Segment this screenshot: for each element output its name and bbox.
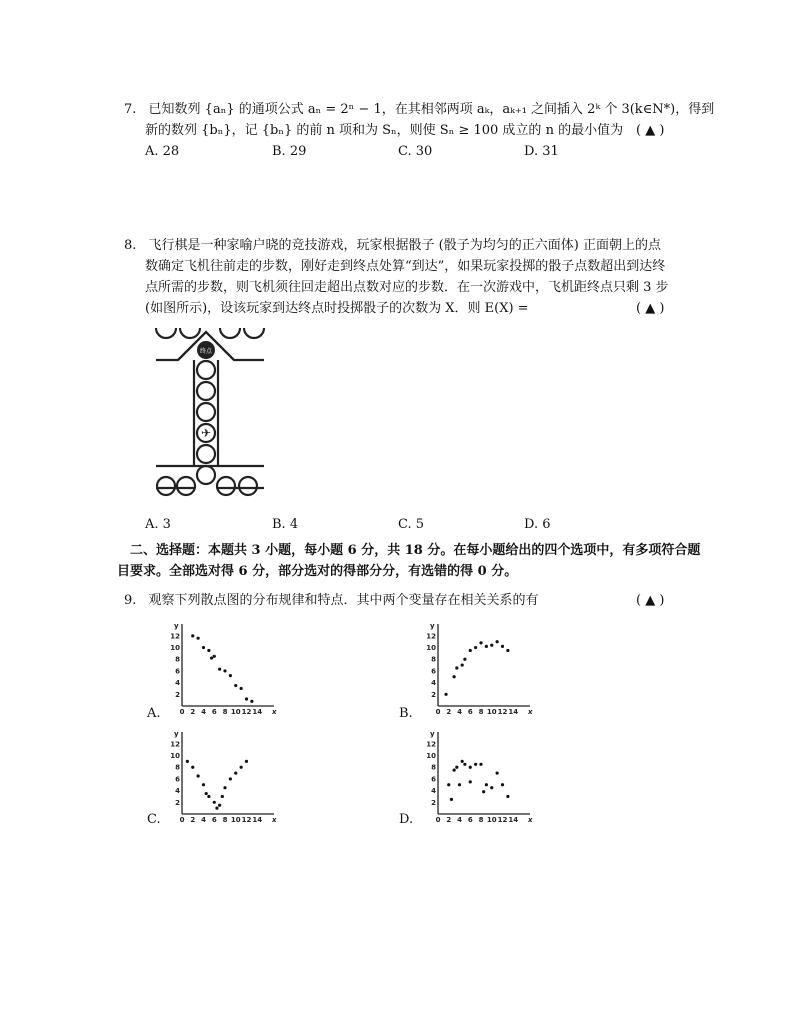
q9-answer-mark: ( ▲ ) — [636, 593, 665, 608]
scatter-plot-a — [168, 620, 280, 720]
x-tick-label: 14 — [508, 816, 519, 824]
scatter-point — [229, 674, 232, 677]
y-tick-label: 6 — [431, 667, 436, 676]
scatter-point — [245, 760, 248, 763]
scatter-point — [479, 641, 482, 644]
scatter-point — [453, 769, 456, 772]
endpoint-label: 终点 — [199, 348, 213, 355]
y-tick-label: 10 — [426, 752, 436, 761]
y-tick-label: 4 — [431, 787, 436, 796]
q7-text-line2: 新的数列 {bₙ}，记 {bₙ} 的前 n 项和为 Sₙ，则使 Sₙ ≥ 100 成立的 n 的最小值为 — [145, 123, 624, 138]
q7-number: 7. — [124, 102, 137, 117]
scatter-point — [485, 783, 488, 786]
bottom-circle — [217, 477, 235, 495]
x-tick-label: 4 — [201, 708, 206, 716]
bottom-circle — [239, 477, 257, 495]
scatter-point — [213, 655, 216, 658]
scatter-point — [207, 795, 210, 798]
q8-answer-mark: ( ▲ ) — [636, 301, 665, 316]
q7-option-b: B. 29 — [272, 144, 307, 159]
x-tick-label: 6 — [467, 708, 473, 716]
y-tick-label: 10 — [170, 644, 180, 653]
scatter-point — [221, 795, 224, 798]
q9-label-c: C. — [147, 812, 161, 827]
q8-line3: 点所需的步数，则飞机须往回走超出点数对应的步数．在一次游戏中，飞机距终点只剩 3 步 — [145, 280, 669, 295]
scatter-point — [234, 771, 237, 774]
scatter-point — [215, 807, 218, 810]
x-tick-label: 14 — [252, 708, 263, 716]
x-tick-label: 14 — [252, 816, 263, 824]
scatter-point — [197, 637, 200, 640]
scatter-point — [506, 649, 509, 652]
scatter-point — [202, 646, 205, 649]
x-tick-label: 10 — [486, 708, 497, 716]
scatter-point — [469, 649, 472, 652]
scatter-point — [461, 760, 464, 763]
scatter-point — [191, 634, 194, 637]
q7-line2 — [145, 123, 623, 139]
plane-icon: ✈ — [200, 426, 212, 440]
y-tick-label: 2 — [431, 690, 436, 699]
y-tick-label: 6 — [175, 775, 180, 784]
scatter-point — [501, 783, 504, 786]
y-tick-label: 8 — [431, 763, 436, 772]
q7-option-d: D. 31 — [524, 144, 559, 159]
q9-text-line1: 观察下列散点图的分布规律和特点．其中两个变量存在相关关系的有 — [148, 593, 539, 608]
scatter-point — [474, 763, 477, 766]
y-tick-label: 10 — [426, 644, 436, 653]
x-tick-label: 12 — [497, 708, 508, 716]
x-tick-label: 12 — [241, 708, 252, 716]
scatter-point — [458, 783, 461, 786]
q7-option-c: C. 30 — [398, 144, 433, 159]
scatter-point — [218, 668, 221, 671]
flight-chess-figure — [154, 326, 266, 506]
q7-answer-mark: ( ▲ ) — [636, 123, 665, 138]
y-tick-label: 6 — [175, 667, 180, 676]
scatter-point — [479, 763, 482, 766]
y-tick-label: 12 — [426, 740, 436, 749]
track-circle — [197, 403, 215, 421]
x-tick-label: 10 — [230, 708, 241, 716]
scatter-point — [191, 766, 194, 769]
scatter-point — [490, 644, 493, 647]
scatter-point — [482, 790, 485, 793]
q8-text-line1: 飞行棋是一种家喻户晓的竞技游戏，玩家根据骰子 (骰子为均匀的正六面体) 正面朝上的点 — [148, 238, 661, 253]
q8-line2: 数确定飞机往前走的步数，刚好走到终点处算“到达”，如果玩家投掷的骰子点数超出到达终 — [145, 259, 666, 274]
y-axis-label: y — [430, 730, 435, 738]
scatter-point — [250, 700, 253, 703]
y-axis-label: y — [174, 730, 179, 738]
y-tick-label: 12 — [170, 632, 180, 641]
q9-label-b: B. — [399, 706, 413, 721]
section2-heading-line2: 目要求。全部选对得 6 分，部分选对的得部分分，有选错的得 0 分。 — [117, 564, 518, 579]
q7-line1 — [124, 102, 714, 118]
x-tick-label: 8 — [478, 816, 484, 824]
scatter-point — [240, 766, 243, 769]
y-tick-label: 8 — [175, 763, 180, 772]
y-tick-label: 8 — [175, 655, 180, 664]
y-axis-label: y — [174, 622, 179, 630]
scatter-point — [506, 795, 509, 798]
y-tick-label: 10 — [170, 752, 180, 761]
x-tick-label: 0 — [179, 708, 185, 716]
scatter-point — [501, 645, 504, 648]
x-tick-label: 12 — [241, 816, 252, 824]
scatter-point — [469, 766, 472, 769]
q8-line1 — [124, 238, 661, 254]
track-circle — [197, 382, 215, 400]
q8-option-c: C. 5 — [398, 517, 425, 532]
x-tick-label: 4 — [201, 816, 206, 824]
x-tick-label: 12 — [497, 816, 508, 824]
section2-heading-line1: 二、选择题：本题共 3 小题，每小题 6 分，共 18 分。在每小题给出的四个选项中，有多项符合题 — [130, 543, 701, 558]
q8-option-b: B. 4 — [272, 517, 299, 532]
x-tick-label: 6 — [467, 816, 473, 824]
y-tick-label: 4 — [175, 787, 180, 796]
y-tick-label: 8 — [431, 655, 436, 664]
track-circle — [197, 445, 215, 463]
scatter-point — [186, 760, 189, 763]
x-tick-label: 8 — [478, 708, 484, 716]
scatter-point — [469, 780, 472, 783]
x-tick-label: 14 — [508, 708, 519, 716]
q8-option-a: A. 3 — [145, 517, 171, 532]
scatter-point — [197, 774, 200, 777]
q9-number: 9. — [124, 593, 137, 608]
x-tick-label: 2 — [446, 708, 452, 716]
x-axis-label: x — [528, 708, 533, 716]
x-tick-label: 8 — [222, 708, 228, 716]
scatter-point — [229, 777, 232, 780]
y-tick-label: 6 — [431, 775, 436, 784]
q7-text-line1: 已知数列 {aₙ} 的通项公式 aₙ = 2ⁿ − 1，在其相邻两项 aₖ，aₖ₊₁ 之间插入 2ᵏ 个 3(k∈N*)，得到 — [148, 102, 715, 117]
scatter-point — [496, 640, 499, 643]
scatter-plot-b — [424, 620, 536, 720]
x-tick-label: 0 — [179, 816, 185, 824]
x-axis-label: x — [272, 816, 277, 824]
x-tick-label: 2 — [446, 816, 452, 824]
y-tick-label: 2 — [175, 798, 180, 807]
scatter-point — [496, 771, 499, 774]
track-circle — [197, 361, 215, 379]
y-tick-label: 12 — [426, 632, 436, 641]
scatter-point — [210, 656, 213, 659]
x-tick-label: 10 — [230, 816, 241, 824]
y-tick-label: 2 — [175, 690, 180, 699]
x-tick-label: 0 — [435, 708, 441, 716]
scatter-point — [463, 658, 466, 661]
scatter-point — [240, 687, 243, 690]
y-tick-label: 2 — [431, 798, 436, 807]
scatter-point — [461, 663, 464, 666]
scatter-point — [245, 697, 248, 700]
q7-option-a: A. 28 — [145, 144, 180, 159]
x-axis-label: x — [272, 708, 277, 716]
q9-label-d: D. — [399, 812, 414, 827]
scatter-point — [450, 798, 453, 801]
q8-line4: (如图所示)，设该玩家到达终点时投掷骰子的次数为 X．则 E(X) = — [145, 301, 529, 316]
q8-number: 8. — [124, 238, 137, 253]
scatter-point — [223, 669, 226, 672]
scatter-point — [444, 693, 447, 696]
x-axis-label: x — [528, 816, 533, 824]
bottom-circle — [157, 477, 175, 495]
scatter-point — [490, 786, 493, 789]
q9-line1 — [124, 593, 539, 609]
x-tick-label: 2 — [190, 708, 196, 716]
scatter-point — [485, 645, 488, 648]
scatter-point — [474, 646, 477, 649]
x-tick-label: 10 — [486, 816, 497, 824]
scatter-point — [234, 684, 237, 687]
x-tick-label: 0 — [435, 816, 441, 824]
track-circle — [197, 466, 215, 484]
scatter-point — [205, 792, 208, 795]
x-tick-label: 8 — [222, 816, 228, 824]
scatter-point — [453, 675, 456, 678]
scatter-point — [455, 766, 458, 769]
q9-label-a: A. — [147, 706, 161, 721]
x-tick-label: 6 — [211, 816, 217, 824]
scatter-point — [455, 666, 458, 669]
y-tick-label: 4 — [431, 679, 436, 688]
y-axis-label: y — [430, 622, 435, 630]
scatter-point — [207, 649, 210, 652]
x-tick-label: 6 — [211, 708, 217, 716]
scatter-plot-d — [424, 728, 536, 828]
scatter-point — [447, 783, 450, 786]
x-tick-label: 4 — [457, 708, 462, 716]
bottom-circle — [177, 477, 195, 495]
y-tick-label: 12 — [170, 740, 180, 749]
q8-option-d: D. 6 — [524, 517, 551, 532]
scatter-point — [223, 786, 226, 789]
x-tick-label: 2 — [190, 816, 196, 824]
scatter-point — [213, 801, 216, 804]
scatter-point — [218, 804, 221, 807]
x-tick-label: 4 — [457, 816, 462, 824]
scatter-plot-c — [168, 728, 280, 828]
scatter-point — [463, 763, 466, 766]
scatter-point — [202, 783, 205, 786]
y-tick-label: 4 — [175, 679, 180, 688]
